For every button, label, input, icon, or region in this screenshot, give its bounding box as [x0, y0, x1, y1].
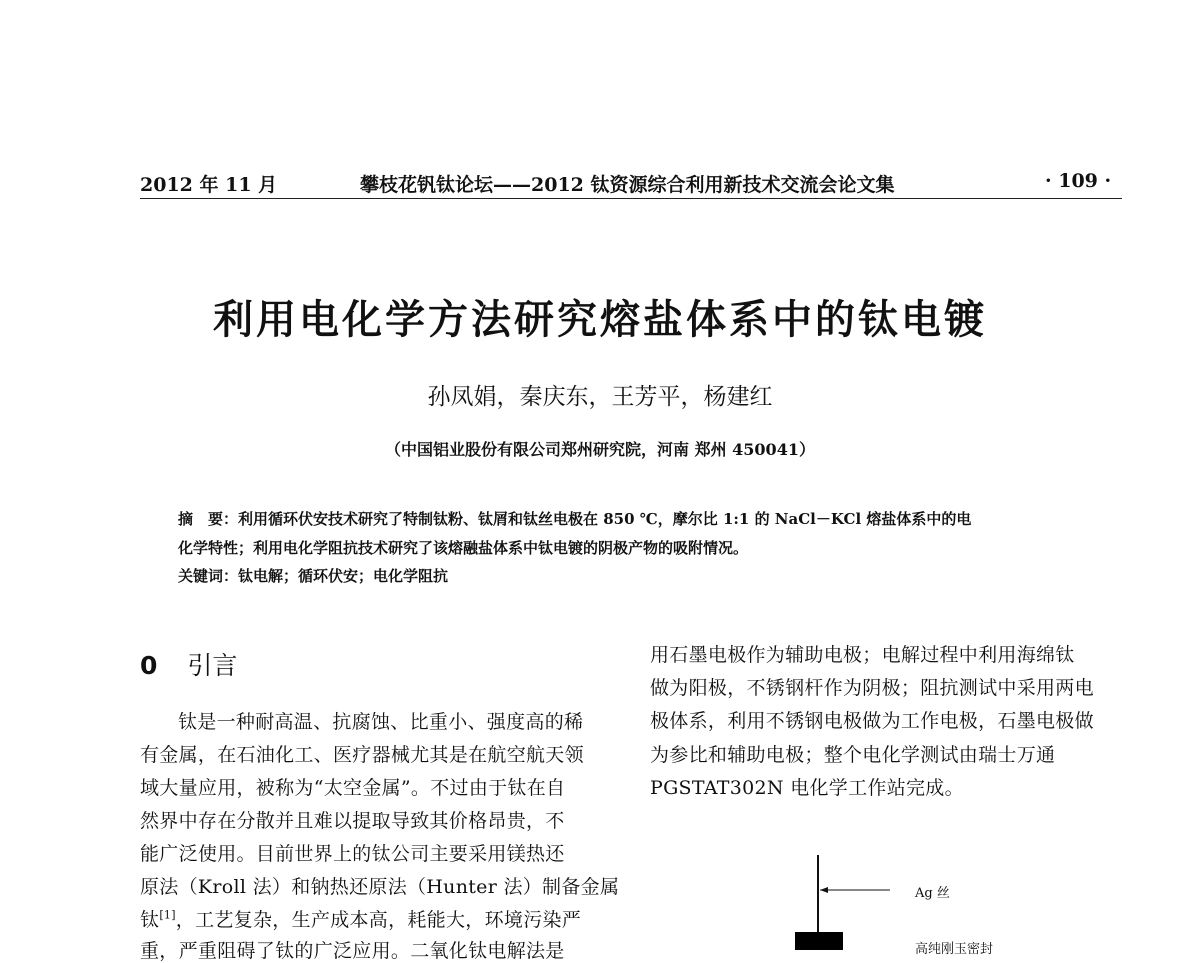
header-rule: [140, 198, 1122, 199]
authors: 孙凤娟，秦庆东，王芳平，杨建红: [427, 384, 773, 410]
body-line: 极体系，利用不锈钢电极做为工作电极，石墨电极做: [650, 710, 1094, 732]
body-line: PGSTAT302N 电化学工作站完成。: [650, 777, 964, 799]
abstract-line: 摘 要：利用循环伏安技术研究了特制钛粉、钛屑和钛丝电极在 850 ℃，摩尔比 1:1 的 NaCl－KCl 熔盐体系中的电: [178, 510, 972, 528]
label-ag-wire: Ag 丝: [915, 886, 950, 901]
header-date: 2012 年 11 月: [140, 174, 278, 196]
header-page: · 109 ·: [1045, 170, 1112, 192]
seal-block: [795, 932, 843, 950]
header-journal: 攀枝花钒钛论坛——2012 钛资源综合利用新技术交流会论文集: [360, 174, 895, 196]
body-line: 重，严重阻碍了钛的广泛应用。二氧化钛电解法是: [140, 940, 565, 962]
label-seal: 高纯刚玉密封: [915, 942, 994, 957]
body-line: 钛[1]，工艺复杂，生产成本高，耗能大，环境污染严: [140, 908, 582, 931]
keywords: 关键词：钛电解；循环伏安；电化学阻抗: [178, 567, 449, 585]
arrow-head: [820, 887, 828, 893]
body-line: 做为阳极，不锈钢杆作为阴极；阻抗测试中采用两电: [650, 677, 1094, 699]
body-line: 原法（Kroll 法）和钠热还原法（Hunter 法）制备金属: [140, 876, 620, 898]
body-line: 能广泛使用。目前世界上的钛公司主要采用镁热还: [140, 843, 565, 865]
body-line: 为参比和辅助电极；整个电化学测试由瑞士万通: [650, 744, 1056, 766]
body-line: 钛是一种耐高温、抗腐蚀、比重小、强度高的稀: [178, 711, 584, 733]
abstract-line: 化学特性；利用电化学阻抗技术研究了该熔融盐体系中钛电镀的阴极产物的吸附情况。: [178, 539, 749, 557]
body-line: 有金属，在石油化工、医疗器械尤其是在航空航天领: [140, 744, 584, 766]
body-line: 域大量应用，被称为“太空金属”。不过由于钛在自: [140, 777, 566, 799]
body-line: 用石墨电极作为辅助电极；电解过程中利用海绵钛: [650, 644, 1075, 666]
section-number: 0: [140, 651, 158, 680]
body-line: 然界中存在分散并且难以提取导致其价格昂贵，不: [140, 810, 565, 832]
section-title: 引言: [187, 651, 238, 680]
affiliation: （中国铝业股份有限公司郑州研究院，河南 郑州 450041）: [385, 440, 815, 459]
paper-title: 利用电化学方法研究熔盐体系中的钛电镀: [213, 297, 987, 343]
section-heading: [140, 646, 237, 682]
citation: [1]: [159, 908, 176, 922]
